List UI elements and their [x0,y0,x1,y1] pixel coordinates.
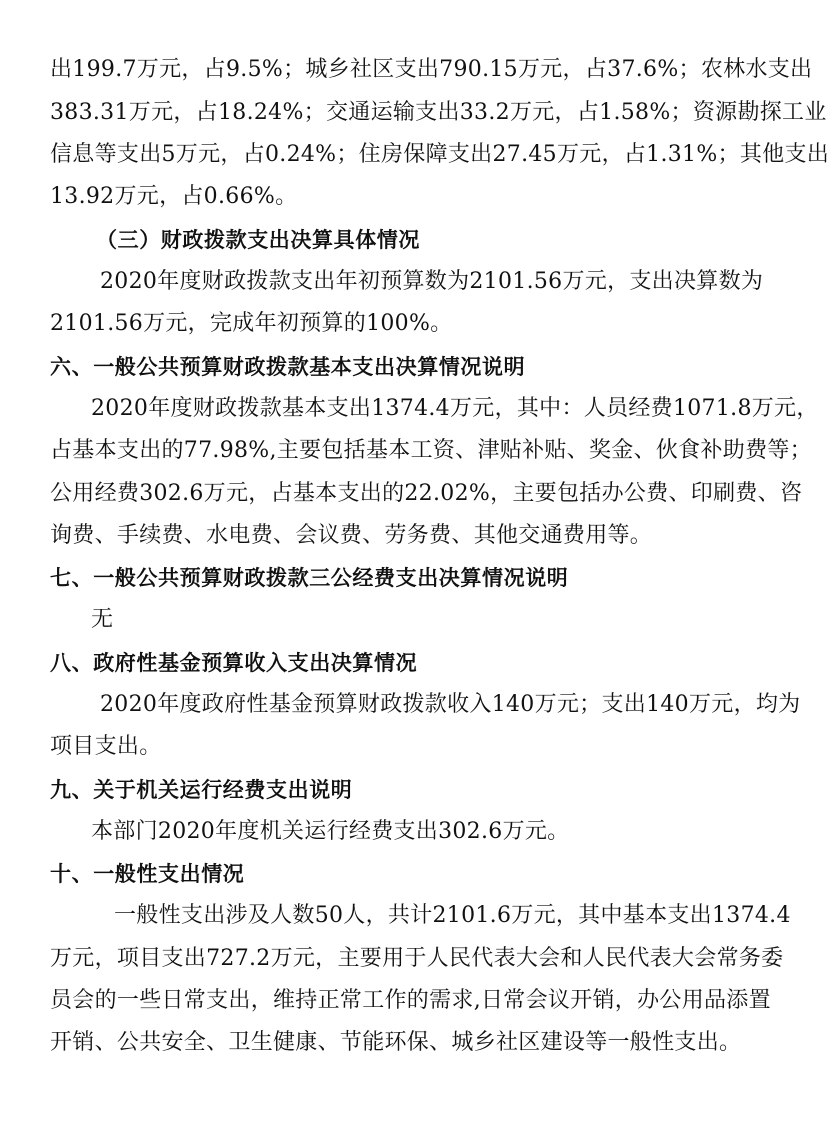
paragraph-line: 万元，项目支出727.2万元，主要用于人民代表大会和人民代表大会常务委 [50,946,784,971]
paragraph-line: 信息等支出5万元，占0.24%；住房保障支出27.45万元，占1.31%；其他支出 [50,142,829,167]
paragraph-line: 项目支出。 [50,734,162,759]
heading-section-8: 八、政府性基金预算收入支出决算情况 [50,651,418,675]
paragraph-line: 公用经费302.6万元，占基本支出的22.02%，主要包括办公费、印刷费、咨 [50,481,803,506]
paragraph-line: 383.31万元，占18.24%；交通运输支出33.2万元，占1.58%；资源勘探工业 [50,100,827,125]
paragraph-line: 占基本支出的77.98%,主要包括基本工资、津贴补贴、奖金、伙食补助费等； [50,438,812,463]
paragraph-line: 开销、公共安全、卫生健康、节能环保、城乡社区建设等一般性支出。 [50,1030,742,1055]
paragraph-line: 2020年度财政拨款支出年初预算数为2101.56万元，支出决算数为 [100,269,764,294]
heading-section-9: 九、关于机关运行经费支出说明 [50,778,353,802]
paragraph-line: 询费、手续费、水电费、会议费、劳务费、其他交通费用等。 [50,523,653,548]
paragraph-line: 出199.7万元，占9.5%；城乡社区支出790.15万元，占37.6%；农林水支出 [50,57,813,82]
paragraph-line: 无 [91,607,114,632]
heading-section-7: 七、一般公共预算财政拨款三公经费支出决算情况说明 [50,566,569,590]
paragraph-line: 本部门2020年度机关运行经费支出302.6万元。 [91,819,570,844]
paragraph-line: 一般性支出涉及人数50人，共计2101.6万元，其中基本支出1374.4 [114,903,791,928]
heading-section-10: 十、一般性支出情况 [50,862,245,886]
subheading-section-3: （三）财政拨款支出决算具体情况 [96,228,420,252]
paragraph-line: 13.92万元，占0.66%。 [50,184,298,209]
paragraph-line: 2020年度政府性基金预算财政拨款收入140万元；支出140万元，均为 [100,692,801,717]
heading-section-6: 六、一般公共预算财政拨款基本支出决算情况说明 [50,355,526,379]
paragraph-line: 2020年度财政拨款基本支出1374.4万元，其中：人员经费1071.8万元， [91,396,819,421]
paragraph-line: 2101.56万元，完成年初预算的100%。 [50,311,453,336]
paragraph-line: 员会的一些日常支出，维持正常工作的需求,日常会议开销，办公用品添置 [50,988,771,1013]
